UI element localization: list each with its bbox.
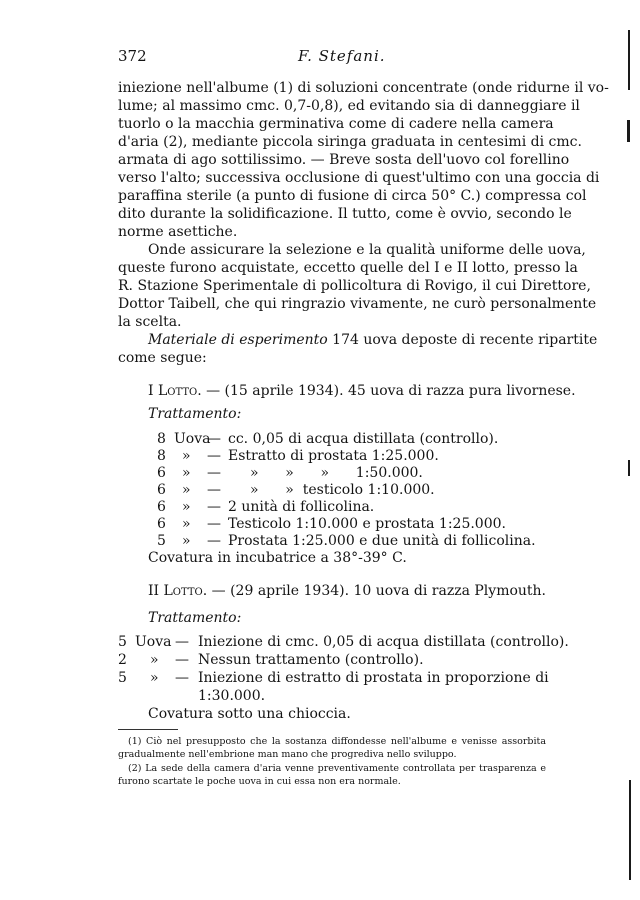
- row-treatment: Prostata 1:25.000 e due unità di follicolina.: [228, 533, 536, 549]
- row-dash: —: [207, 499, 221, 515]
- row-dash: —: [175, 652, 189, 668]
- footnote-rule: [118, 729, 178, 730]
- lotto2-heading: [148, 582, 546, 600]
- row-subject: »: [182, 516, 191, 532]
- lotto2-covatura: Covatura sotto una chioccia.: [148, 706, 351, 722]
- text-line: queste furono acquistate, eccetto quelle del I e II lotto, presso la: [118, 260, 578, 276]
- row-treatment: Estratto di prostata 1:25.000.: [228, 448, 439, 464]
- row-count: 6: [157, 499, 166, 515]
- page-number: 372: [118, 47, 147, 65]
- row-subject: Uova: [135, 634, 172, 650]
- row-treatment: Iniezione di estratto di prostata in proporzione di: [198, 670, 549, 686]
- footnote-1-cont: gradualmente nell'embrione man mano che progrediva nello sviluppo.: [118, 749, 457, 760]
- text-line: tuorlo o la macchia germinativa come di cadere nella camera: [118, 116, 554, 132]
- row-treatment: Nessun trattamento (controllo).: [198, 652, 424, 668]
- materiale-label: Materiale di esperimento: [148, 332, 328, 348]
- text-line: la scelta.: [118, 314, 182, 330]
- scan-edge-mark: [628, 30, 630, 90]
- row-treatment: Testicolo 1:10.000 e prostata 1:25.000.: [228, 516, 506, 532]
- lotto2-trattamento-label: Trattamento:: [148, 610, 242, 626]
- row-count: 5: [118, 670, 127, 686]
- row-dash: —: [207, 533, 221, 549]
- text-line: Dottor Taibell, che qui ringrazio vivamente, ne curò personalmente: [118, 296, 597, 312]
- materiale-rest: 174 uova deposte di recente ripartite: [327, 332, 598, 348]
- text-line: armata di ago sottilissimo. — Breve sosta dell'uovo col forellino: [118, 152, 570, 168]
- lotto2-heading-rest: — (29 aprile 1934). 10 uova di razza Plymouth.: [207, 583, 547, 599]
- scan-edge-mark: [629, 780, 631, 880]
- row-subject: Uova: [174, 431, 211, 447]
- row-count: 6: [157, 482, 166, 498]
- row-subject: »: [182, 448, 191, 464]
- lotto1-label: I Lotto.: [148, 383, 202, 399]
- text-line: norme asettiche.: [118, 224, 238, 240]
- text-line: lume; al massimo cmc. 0,7-0,8), ed evitando sia di danneggiare il: [118, 98, 580, 114]
- row-treatment: 2 unità di follicolina.: [228, 499, 375, 515]
- text-line: dito durante la solidificazione. Il tutto, come è ovvio, secondo le: [118, 206, 572, 222]
- footnote-2-cont: furono scartate le poche uova in cui essa non era normale.: [118, 776, 401, 787]
- row-subject: »: [182, 465, 191, 481]
- scan-edge-mark: [628, 460, 630, 476]
- page-header: [118, 47, 546, 69]
- row-dash: —: [207, 516, 221, 532]
- row-subject: »: [182, 533, 191, 549]
- row-count: 5: [118, 634, 127, 650]
- scan-edge-mark: [627, 120, 630, 142]
- row-count: 8: [157, 448, 166, 464]
- row-subject: »: [182, 482, 191, 498]
- footnote-1: (1) Ciò nel presupposto che la sostanza diffondesse nell'albume e venisse assorbita: [128, 736, 546, 747]
- row-treatment: cc. 0,05 di acqua distillata (controllo).: [228, 431, 499, 447]
- lotto1-covatura: Covatura in incubatrice a 38°-39° C.: [148, 550, 407, 566]
- row-subject: »: [150, 670, 159, 686]
- row-dash: —: [207, 465, 221, 481]
- text-line: paraffina sterile (a punto di fusione di circa 50° C.) compressa col: [118, 188, 587, 204]
- row-subject: »: [182, 499, 191, 515]
- lotto1-trattamento-label: Trattamento:: [148, 406, 242, 422]
- text-line: come segue:: [118, 350, 207, 366]
- row-count: 6: [157, 516, 166, 532]
- text-line: d'aria (2), mediante piccola siringa graduata in centesimi di cmc.: [118, 134, 582, 150]
- row-dash: —: [207, 482, 221, 498]
- row-count: 2: [118, 652, 127, 668]
- row-dash: —: [175, 634, 189, 650]
- row-treatment-continuation: 1:30.000.: [198, 688, 266, 704]
- footnote-2: (2) La sede della camera d'aria venne preventivamente controllata per trasparenza e: [128, 763, 546, 774]
- text-line: iniezione nell'albume (1) di soluzioni concentrate (onde ridurne il vo-: [118, 80, 609, 96]
- row-treatment: Iniezione di cmc. 0,05 di acqua distillata (controllo).: [198, 634, 569, 650]
- text-line: Onde assicurare la selezione e la qualità uniforme delle uova,: [148, 242, 586, 258]
- running-head: F. Stefani.: [298, 47, 386, 65]
- row-dash: —: [207, 448, 221, 464]
- text-line: verso l'alto; successiva occlusione di quest'ultimo con una goccia di: [118, 170, 600, 186]
- row-count: 5: [157, 533, 166, 549]
- lotto2-label: II Lotto.: [148, 583, 208, 599]
- row-count: 6: [157, 465, 166, 481]
- row-dash: —: [175, 670, 189, 686]
- text-line: R. Stazione Sperimentale di pollicoltura di Rovigo, il cui Direttore,: [118, 278, 591, 294]
- lotto1-heading: [148, 382, 576, 400]
- row-subject: »: [150, 652, 159, 668]
- row-count: 8: [157, 431, 166, 447]
- row-dash: —: [207, 431, 221, 447]
- lotto1-heading-rest: — (15 aprile 1934). 45 uova di razza pura livornese.: [201, 383, 576, 399]
- materiale-line: [148, 331, 598, 349]
- row-treatment: » » testicolo 1:10.000.: [250, 482, 435, 498]
- row-treatment: » » » 1:50.000.: [250, 465, 423, 481]
